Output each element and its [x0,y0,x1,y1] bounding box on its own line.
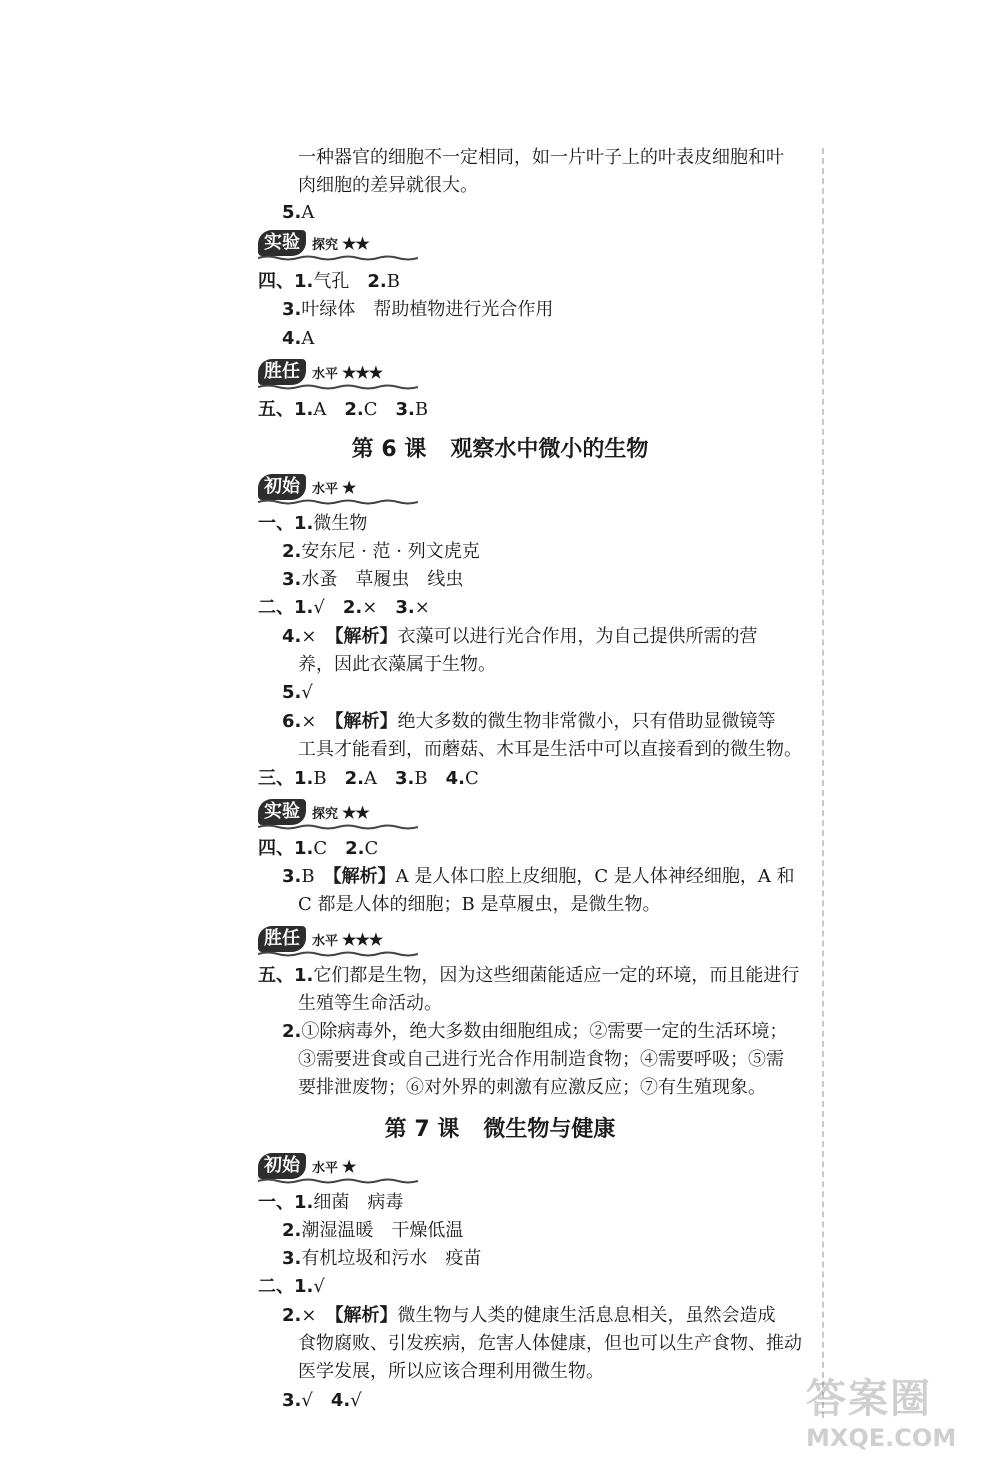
star-icon: ★ [342,1156,356,1176]
l7-er-2-line3: 医学发展，所以应该合理利用微生物。 [298,1361,604,1382]
l6-yi-3: 3.水蚤 草履虫 线虫 [282,569,464,590]
answer-si-3: 3.叶绿体 帮助植物进行光合作用 [282,299,554,320]
answer-5: 5.A [282,202,315,223]
badge-chushi-2: 初始 水平 ★ [258,1151,355,1181]
star-icon: ★★ [342,802,369,822]
wave-underline-icon [258,824,418,830]
wave-underline-icon [258,255,418,261]
l6-wu-1-line1: 五、1.它们都是生物，因为这些细菌能适应一定的环境，而且能进行 [258,965,800,986]
l7-yi-1: 一、1.细菌 病毒 [258,1192,404,1213]
continued-line-1: 一种器官的细胞不一定相同，如一片叶子上的叶表皮细胞和叶 [298,147,784,168]
badge-shiyan-1: 实验 探究 ★★ [258,228,369,258]
l7-er-2-line2: 食物腐败、引发疾病，危害人体健康，但也可以生产食物、推动 [298,1333,802,1354]
page-margin-rule [822,148,824,1418]
l7-yi-2: 2.潮湿温暖 干燥低温 [282,1220,464,1241]
l6-yi-1: 一、1.微生物 [258,513,368,534]
wave-underline-icon [258,1178,418,1184]
l6-er-6-line1: 6.× 【解析】绝大多数的微生物非常微小，只有借助显微镜等 [282,711,776,732]
answer-wu: 五、1.A 2.C 3.B [258,399,429,420]
continued-line-2: 肉细胞的差异就很大。 [298,175,478,196]
l6-si-1-2: 四、1.C 2.C [258,838,379,859]
star-icon: ★ [342,477,356,497]
l7-er-2-line1: 2.× 【解析】微生物与人类的健康生活息息相关，虽然会造成 [282,1305,776,1326]
wave-underline-icon [258,384,418,390]
site-watermark-logo: 答案圈 MXQE.COM [806,1376,957,1452]
answer-si-4: 4.A [282,328,315,349]
l7-er-3-4: 3.√ 4.√ [282,1390,362,1411]
l6-er-1-3: 二、1.√ 2.× 3.× [258,597,430,618]
star-icon: ★★ [342,233,369,253]
l6-si-3-line1: 3.B 【解析】A 是人体口腔上皮细胞，C 是人体神经细胞，A 和 [282,866,795,887]
l6-er-6-line2: 工具才能看到，而蘑菇、木耳是生活中可以直接看到的微生物。 [298,739,802,760]
l6-er-5: 5.√ [282,682,313,703]
l6-wu-1-line2: 生殖等生命活动。 [298,993,442,1014]
answer-si-1-2: 四、1.气孔 2.B [258,271,400,292]
l6-wu-2-line2: ③需要进食或自己进行光合作用制造食物；④需要呼吸；⑤需 [298,1049,784,1070]
lesson-7-heading: 第 7 课 微生物与健康 [384,1117,616,1142]
badge-chushi-1: 初始 水平 ★ [258,472,355,502]
l6-si-3-line2: C 都是人体的细胞；B 是草履虫，是微生物。 [298,894,661,915]
l6-wu-2-line3: 要排泄废物；⑥对外界的刺激有应激反应；⑦有生殖现象。 [298,1077,766,1098]
star-icon: ★★★ [342,362,383,382]
l6-er-4-line1: 4.× 【解析】衣藻可以进行光合作用，为自己提供所需的营 [282,626,758,647]
badge-shengren-1: 胜任 水平 ★★★ [258,357,382,387]
star-icon: ★★★ [342,929,383,949]
badge-shiyan-2: 实验 探究 ★★ [258,797,369,827]
lesson-6-heading: 第 6 课 观察水中微小的生物 [351,437,649,462]
l6-wu-2-line1: 2.①除病毒外，绝大多数由细胞组成；②需要一定的生活环境； [282,1021,788,1042]
wave-underline-icon [258,499,418,505]
l7-er-1: 二、1.√ [258,1276,325,1297]
badge-shengren-2: 胜任 水平 ★★★ [258,924,382,954]
l6-er-4-line2: 养，因此衣藻属于生物。 [298,654,496,675]
l6-san: 三、1.B 2.A 3.B 4.C [258,768,479,789]
l7-yi-3: 3.有机垃圾和污水 疫苗 [282,1248,482,1269]
wave-underline-icon [258,951,418,957]
l6-yi-2: 2.安东尼 · 范 · 列文虎克 [282,541,480,562]
